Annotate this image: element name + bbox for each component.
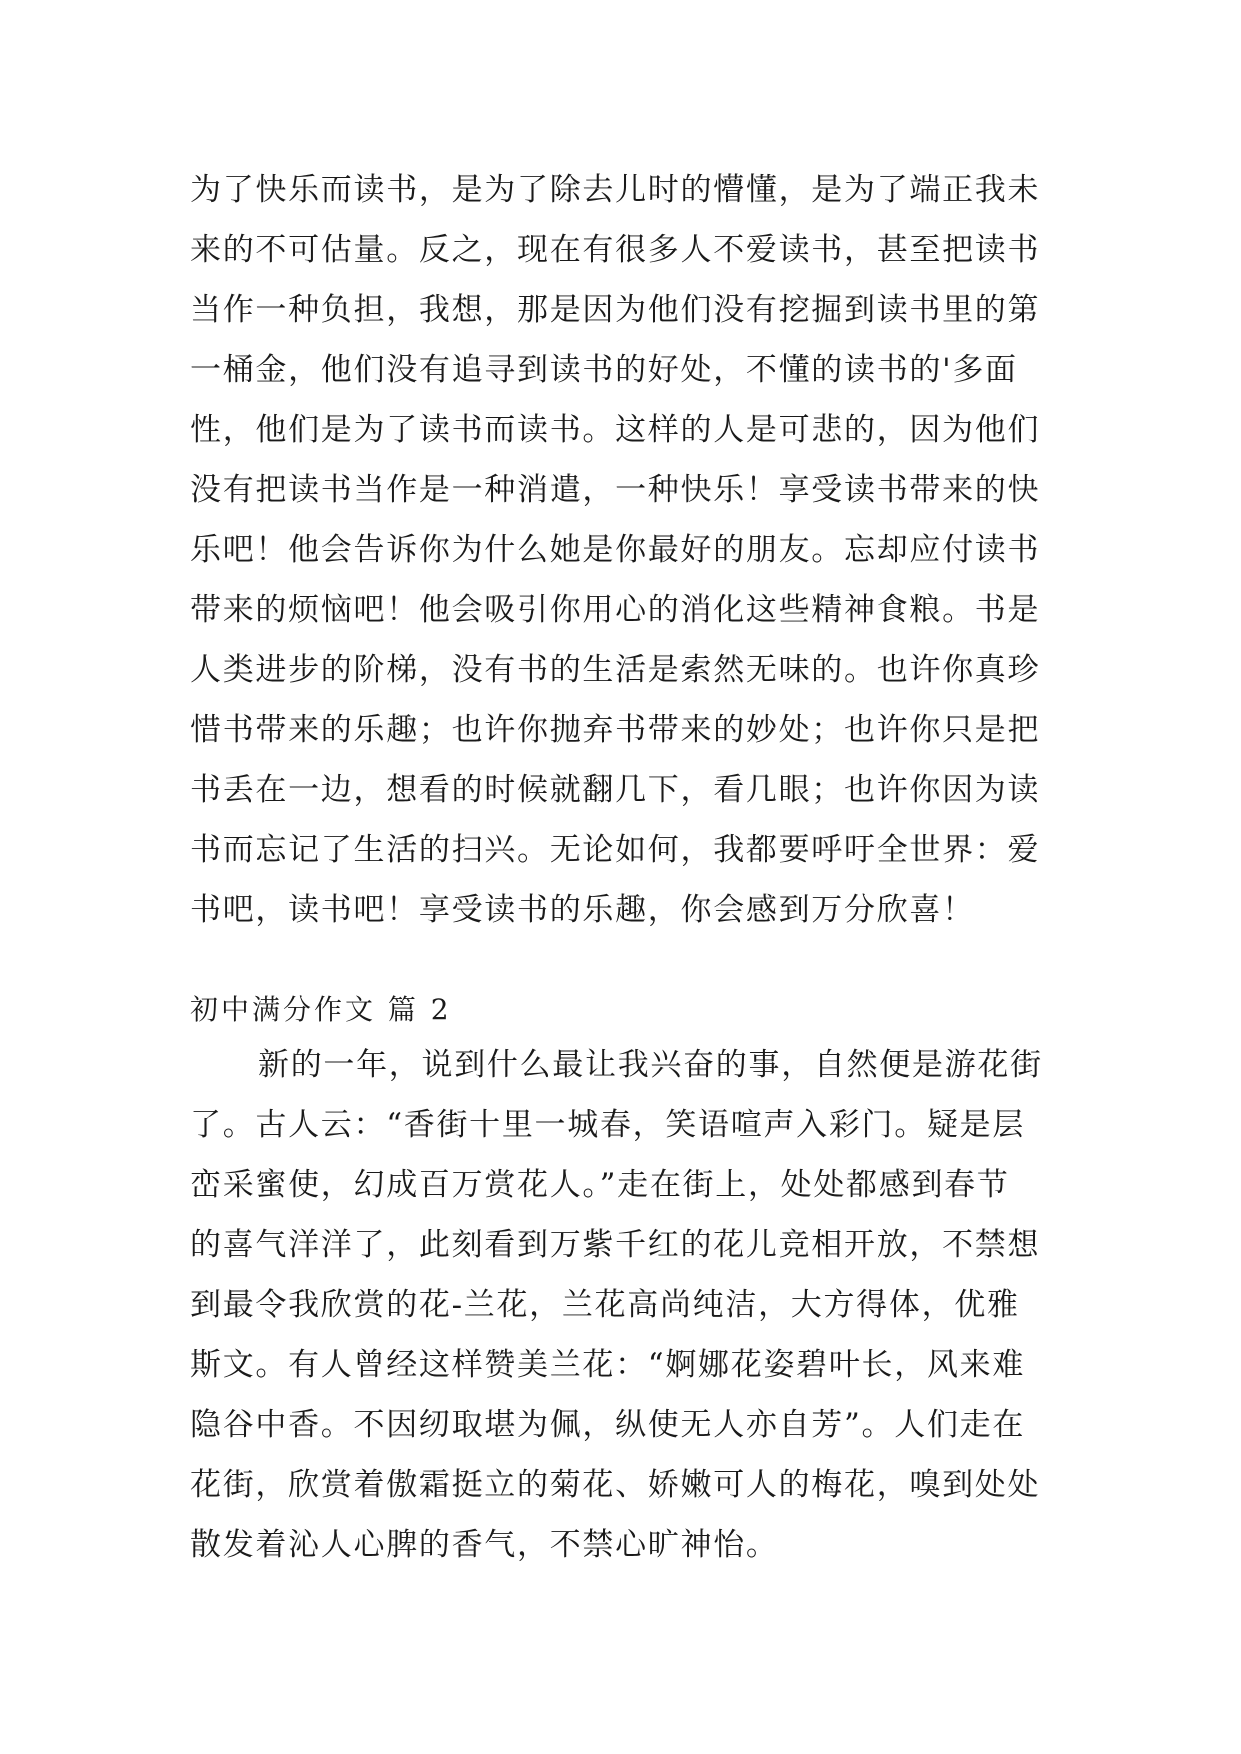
paragraph-line: 到最令我欣赏的花-兰花，兰花高尚纯洁，大方得体，优雅 xyxy=(190,1287,1020,1323)
paragraph-line: 书丢在一边，想看的时候就翻几下，看几眼；也许你因为读 xyxy=(190,772,1041,808)
paragraph-line: 为了快乐而读书，是为了除去儿时的懵懂，是为了端正我未 xyxy=(190,172,1041,208)
paragraph-line: 的喜气洋洋了，此刻看到万紫千红的花儿竞相开放，不禁想 xyxy=(190,1227,1041,1263)
paragraph-line: 来的不可估量。反之，现在有很多人不爱读书，甚至把读书 xyxy=(190,232,1041,268)
paragraph-line: 一桶金，他们没有追寻到读书的好处，不懂的读书的'多面 xyxy=(190,352,1018,388)
paragraph-line: 了。古人云：“香街十里一城春，笑语喧声入彩门。疑是层 xyxy=(190,1107,1026,1143)
paragraph-line: 当作一种负担，我想，那是因为他们没有挖掘到读书里的第 xyxy=(190,292,1041,328)
paragraph-line: 书而忘记了生活的扫兴。无论如何，我都要呼吁全世界：爱 xyxy=(190,832,1041,868)
paragraph-line: 乐吧！他会告诉你为什么她是你最好的朋友。忘却应付读书 xyxy=(190,532,1041,568)
essay-heading: 初中满分作文 篇 2 xyxy=(190,993,452,1026)
paragraph-line: 峦采蜜使，幻成百万赏花人。”走在街上，处处都感到春节 xyxy=(190,1167,1010,1203)
paragraph-line: 斯文。有人曾经这样赞美兰花：“婀娜花姿碧叶长，风来难 xyxy=(190,1347,1026,1383)
paragraph-line: 散发着沁人心脾的香气，不禁心旷神怡。 xyxy=(190,1527,779,1563)
essay2-paragraph xyxy=(190,1035,1070,1575)
paragraph-line: 惜书带来的乐趣；也许你抛弃书带来的妙处；也许你只是把 xyxy=(190,712,1041,748)
paragraph-line: 人类进步的阶梯，没有书的生活是索然无味的。也许你真珍 xyxy=(190,652,1041,688)
continued-paragraph xyxy=(190,160,1070,940)
paragraph-line: 带来的烦恼吧！他会吸引你用心的消化这些精神食粮。书是 xyxy=(190,592,1041,628)
paragraph-line: 新的一年，说到什么最让我兴奋的事，自然便是游花街 xyxy=(258,1047,1043,1083)
paragraph-line: 花街，欣赏着傲霜挺立的菊花、娇嫩可人的梅花，嗅到处处 xyxy=(190,1467,1041,1503)
paragraph-line: 隐谷中香。不因纫取堪为佩，纵使无人亦自芳”。人们走在 xyxy=(190,1407,1026,1443)
essay-heading-block xyxy=(190,985,1070,1035)
paragraph-line: 性，他们是为了读书而读书。这样的人是可悲的，因为他们 xyxy=(190,412,1041,448)
paragraph-line: 没有把读书当作是一种消遣，一种快乐！享受读书带来的快 xyxy=(190,472,1041,508)
paragraph-line: 书吧，读书吧！享受读书的乐趣，你会感到万分欣喜！ xyxy=(190,892,975,928)
